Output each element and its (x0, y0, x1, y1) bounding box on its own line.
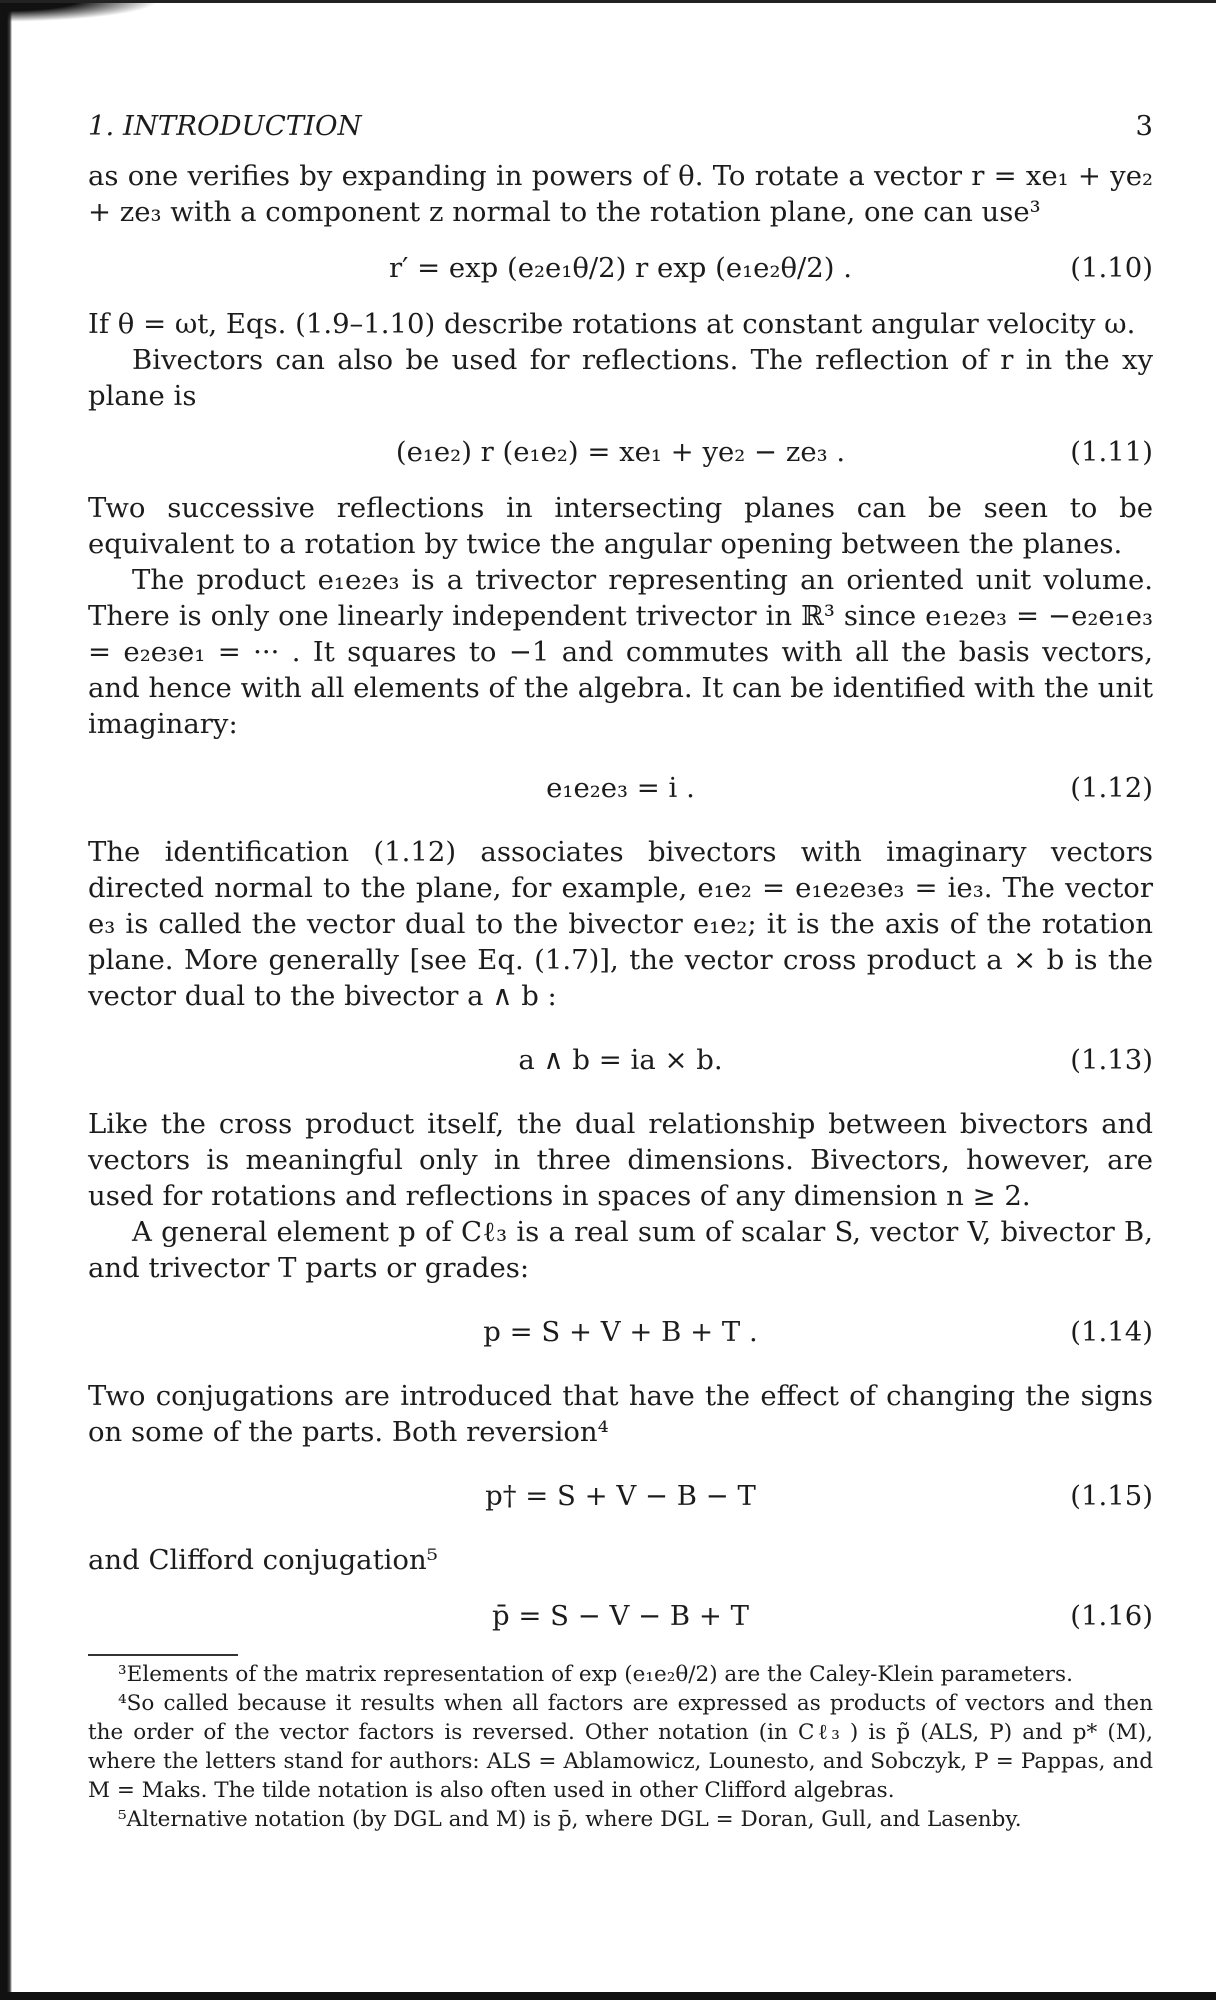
scan-top-border (0, 0, 1216, 3)
equation-1-10 (88, 248, 1153, 288)
paragraph: as one verifies by expanding in powers of θ. To rotate a vector r = xe₁ + ye₂ + ze₃ with a component z normal to the rotation plane, one can use³ (88, 160, 1153, 228)
equation-1-14 (88, 1312, 1153, 1352)
footnote-divider (88, 1654, 238, 1656)
footnotes (88, 1660, 1153, 1834)
page-number: 3 (1135, 110, 1153, 142)
scan-left-border (0, 0, 12, 2000)
equation-1-16 (88, 1596, 1153, 1636)
equation-body: p = S + V + B + T . (483, 1316, 758, 1348)
equation-1-15 (88, 1476, 1153, 1516)
equation-body: a ∧ b = ia × b. (518, 1044, 723, 1076)
equation-number: (1.15) (1070, 1480, 1153, 1512)
footnote: ⁴So called because it results when all factors are expressed as products of vectors and then the order of the vector factors is reversed. Other notation (in Cℓ₃ ) is p̃ (ALS, P) and p* (M), where the letters stand for authors: ALS = Ablamowicz, Lounesto, and Sobczyk, P = Pappas, and M = Maks. The tilde notation is also often used in other Clifford algebras. (88, 1691, 1153, 1803)
scan-bottom-border (0, 1992, 1216, 2000)
paragraph: Two successive reflections in intersecting planes can be seen to be equivalent to a rotation by twice the angular opening between the planes. (88, 492, 1153, 560)
paragraph: Two conjugations are introduced that have the effect of changing the signs on some of the parts. Both reversion⁴ (88, 1380, 1153, 1448)
equation-1-11 (88, 432, 1153, 472)
paragraph: If θ = ωt, Eqs. (1.9–1.10) describe rotations at constant angular velocity ω. (88, 308, 1136, 340)
equation-1-12 (88, 768, 1153, 808)
equation-number: (1.11) (1070, 436, 1153, 468)
equation-number: (1.16) (1070, 1600, 1153, 1632)
paragraph: A general element p of Cℓ₃ is a real sum of scalar S, vector V, bivector B, and trivector T parts or grades: (88, 1216, 1153, 1284)
equation-body: r′ = exp (e₂e₁θ/2) r exp (e₁e₂θ/2) . (388, 252, 853, 284)
paragraph: Like the cross product itself, the dual relationship between bivectors and vectors is meaningful only in three dimensions. Bivectors, however, are used for rotations and reflections in spaces of any dimension n ≥ 2. (88, 1108, 1153, 1212)
footnote: ³Elements of the matrix representation of exp (e₁e₂θ/2) are the Caley-Klein parameters. (118, 1662, 1073, 1687)
equation-number: (1.13) (1070, 1044, 1153, 1076)
paragraph: Bivectors can also be used for reflections. The reflection of r in the xy plane is (88, 344, 1153, 412)
running-head (88, 108, 1153, 144)
paragraph: The identification (1.12) associates bivectors with imaginary vectors directed normal to the plane, for example, e₁e₂ = e₁e₂e₃e₃ = ie₃. The vector e₃ is called the vector dual to the bivector e₁e₂; it is the axis of the rotation plane. More generally [see Eq. (1.7)], the vector cross product a × b is the vector dual to the bivector a ∧ b : (88, 836, 1153, 1012)
equation-number: (1.14) (1070, 1316, 1153, 1348)
footnote: ⁵Alternative notation (by DGL and M) is p̄, where DGL = Doran, Gull, and Lasenby. (118, 1807, 1022, 1832)
paragraph: The product e₁e₂e₃ is a trivector representing an oriented unit volume. There is only one linearly independent trivector in ℝ³ since e₁e₂e₃ = −e₂e₁e₃ = e₂e₃e₁ = ··· . It squares to −1 and commutes with all the basis vectors, and hence with all elements of the algebra. It can be identified with the unit imaginary: (88, 564, 1153, 740)
book-page (88, 108, 1153, 1834)
chapter-title: 1. INTRODUCTION (88, 110, 362, 142)
equation-body: e₁e₂e₃ = i . (546, 772, 695, 804)
scan-corner-shadow (0, 0, 160, 22)
equation-body: p† = S + V − B − T (485, 1480, 756, 1512)
equation-body: p̄ = S − V − B + T (492, 1600, 749, 1632)
equation-number: (1.12) (1070, 772, 1153, 804)
paragraph: and Clifford conjugation⁵ (88, 1544, 438, 1576)
equation-1-13 (88, 1040, 1153, 1080)
equation-number: (1.10) (1070, 252, 1153, 284)
equation-body: (e₁e₂) r (e₁e₂) = xe₁ + ye₂ − ze₃ . (395, 436, 846, 468)
